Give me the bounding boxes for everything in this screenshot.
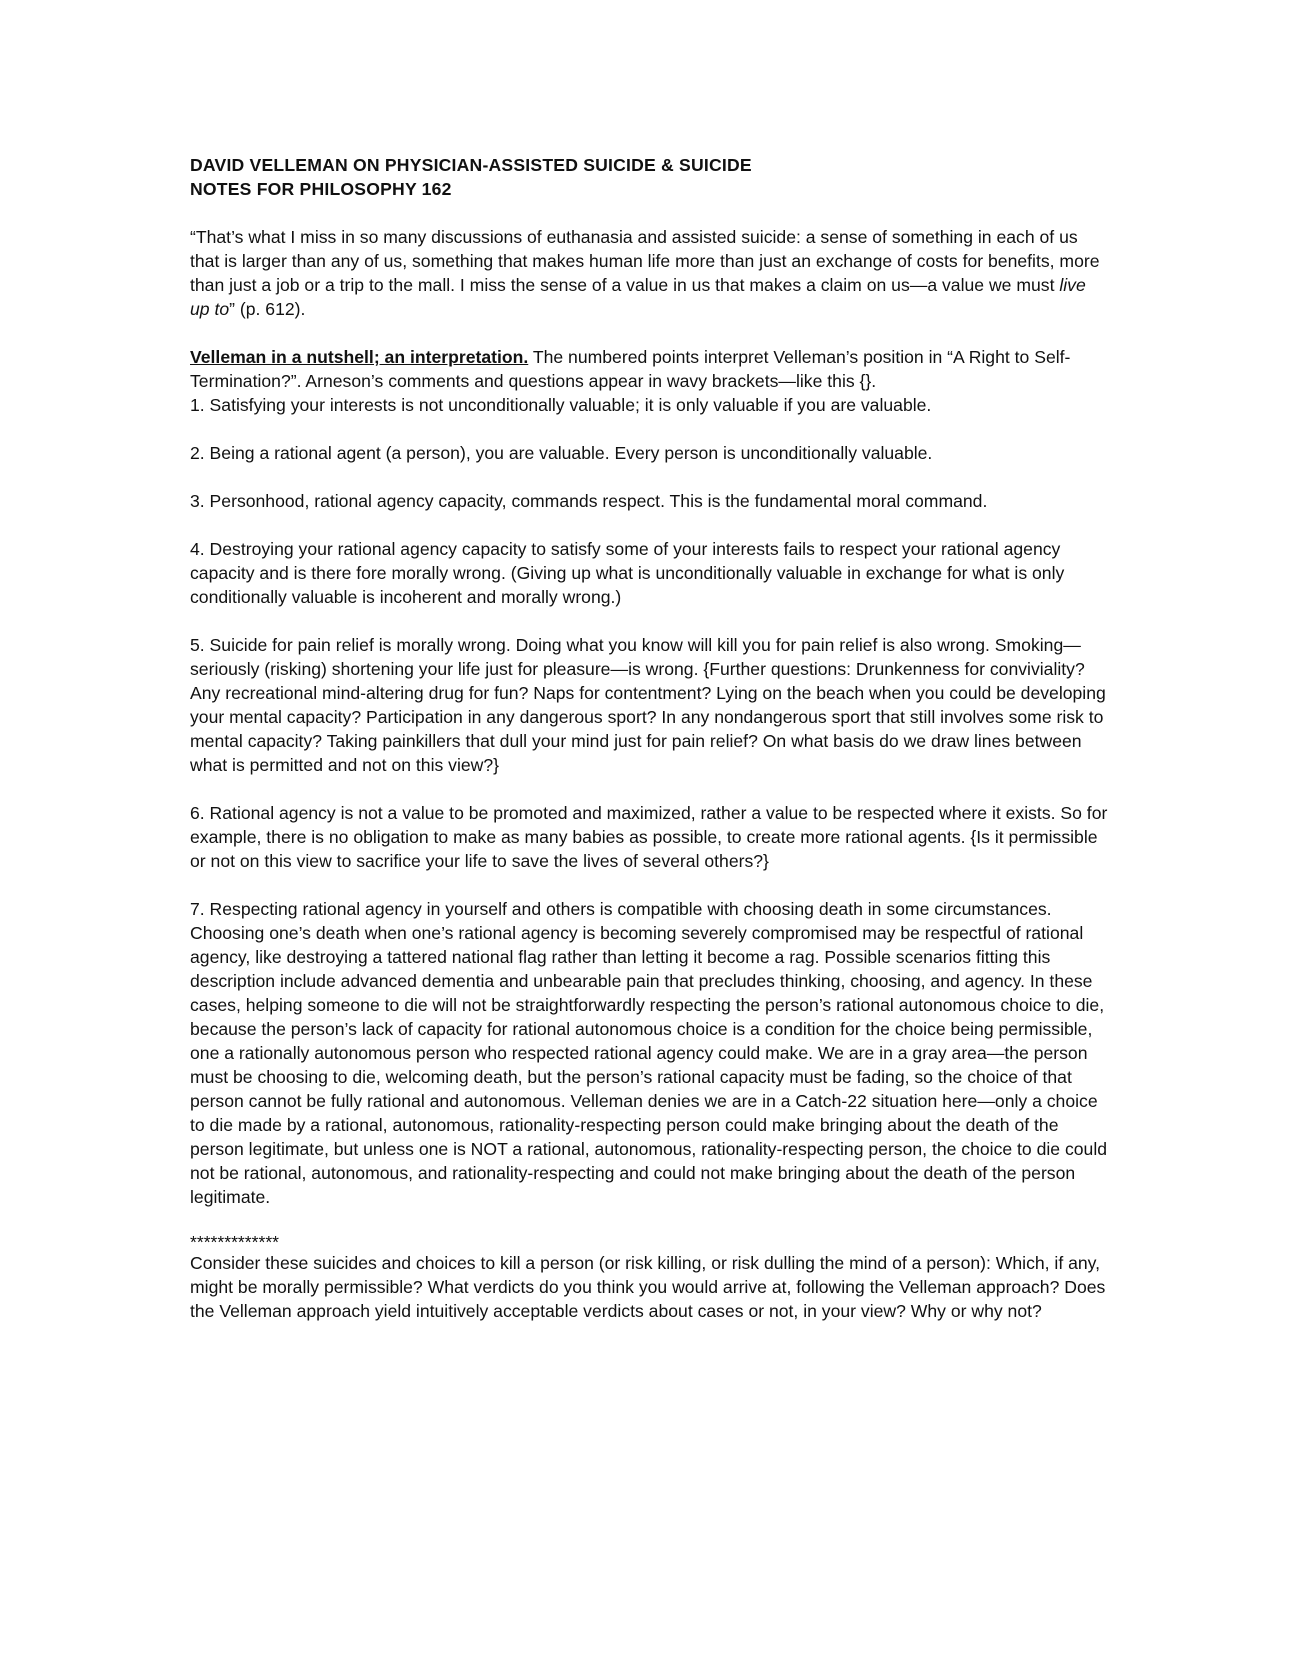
- numbered-point-7: 7. Respecting rational agency in yourself and others is compatible with choosing death in some circumstances. Choosing one’s death when one’s rational agency is becoming severely compromised may be respectful of rational agency, like destroying a tattered national flag rather than letting it become a rag. Possible scenarios fitting this description include advanced dementia and unbearable pain that precludes thinking, choosing, and agency. In these cases, helping someone to die will not be straightforwardly respecting the person’s rational autonomous choice to die, because the person’s lack of capacity for rational autonomous choice is a condition for the choice being permissible, one a rationally autonomous person who respected rational agency could make. We are in a gray area—the person must be choosing to die, welcoming death, but the person’s rational capacity must be fading, so the choice of that person cannot be fully rational and autonomous. Velleman denies we are in a Catch-22 situation here—only a choice to die made by a rational, autonomous, rationality-respecting person could make bringing about the death of the person legitimate, but unless one is NOT a rational, autonomous, rationality-respecting person, the choice to die could not be rational, autonomous, and rationality-respecting and could not make bringing about the death of the person legitimate.: [190, 899, 1108, 1207]
- numbered-point-5: 5. Suicide for pain relief is morally wrong. Doing what you know will kill you for pain relief is also wrong. Smoking—seriously (risking) shortening your life just for pleasure—is wrong. {Further questions: Drunkenness for conviviality? Any recreational mind-altering drug for fun? Naps for contentment? Lying on the beach when you could be developing your mental capacity? Participation in any dangerous sport? In any nondangerous sport that still involves some risk to mental capacity? Taking painkillers that dull your mind just for pain relief? On what basis do we draw lines between what is permitted and not on this view?}: [190, 635, 1106, 775]
- numbered-point-3: 3. Personhood, rational agency capacity, commands respect. This is the fundamental moral command.: [190, 491, 988, 511]
- quote-citation: ” (p. 612).: [229, 299, 306, 319]
- intro-paragraph: [190, 345, 1110, 393]
- section-separator: *************: [190, 1232, 280, 1252]
- section-heading: Velleman in a nutshell; an interpretation.: [190, 347, 529, 367]
- intro-text: The numbered points interpret Velleman’s position in “A Right to Self-Termination?”. Arneson’s comments and questions appear in wavy brackets—like this {}.: [190, 347, 1071, 391]
- numbered-point-2: 2. Being a rational agent (a person), you are valuable. Every person is unconditionally valuable.: [190, 443, 933, 463]
- numbered-point-1: 1. Satisfying your interests is not unconditionally valuable; it is only valuable if you are valuable.: [190, 395, 932, 415]
- document-title: [190, 153, 1110, 201]
- document-page: [190, 153, 1110, 1323]
- numbered-point-4: 4. Destroying your rational agency capacity to satisfy some of your interests fails to respect your rational agency capacity and is there fore morally wrong. (Giving up what is unconditionally valuable in exchange for what is only conditionally valuable is incoherent and morally wrong.): [190, 539, 1065, 607]
- closing-paragraph: Consider these suicides and choices to kill a person (or risk killing, or risk dulling the mind of a person): Which, if any, might be morally permissible? What verdicts do you think you would arrive at, following the Velleman approach? Does the Velleman approach yield intuitively acceptable verdicts about cases or not, in your view? Why or why not?: [190, 1253, 1106, 1321]
- title-line-1: DAVID VELLEMAN ON PHYSICIAN-ASSISTED SUICIDE & SUICIDE: [190, 155, 752, 175]
- title-line-2: NOTES FOR PHILOSOPHY 162: [190, 179, 452, 199]
- quote-text: “That’s what I miss in so many discussions of euthanasia and assisted suicide: a sense of something in each of us that is larger than any of us, something that makes human life more than just an exchange of costs for benefits, more than just a job or a trip to the mall. I miss the sense of a value in us that makes a claim on us—a value we must: [190, 227, 1100, 295]
- opening-quote: [190, 225, 1110, 321]
- quote-italic-text: live up to: [190, 275, 1086, 319]
- numbered-point-6: 6. Rational agency is not a value to be promoted and maximized, rather a value to be respected where it exists. So for example, there is no obligation to make as many babies as possible, to create more rational agents. {Is it permissible or not on this view to sacrifice your life to save the lives of several others?}: [190, 803, 1108, 871]
